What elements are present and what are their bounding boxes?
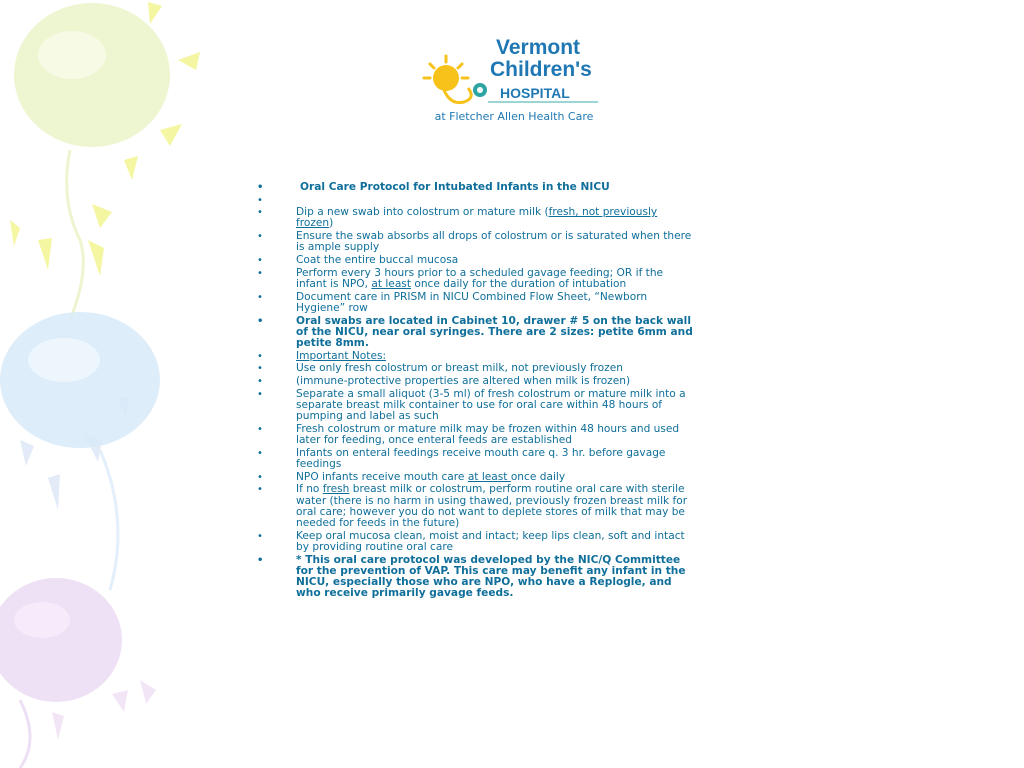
underlined-text: at least xyxy=(371,277,411,290)
bullet-icon: • xyxy=(257,350,263,362)
protocol-title-text: Oral Care Protocol for Intubated Infants in the NICU xyxy=(300,181,610,193)
bullet-icon: • xyxy=(257,255,263,267)
item-text: Coat the entire buccal mucosa xyxy=(296,254,459,267)
item-text: Ensure the swab absorbs all drops of colostrum or is saturated when there is ample supply xyxy=(296,230,692,254)
bullet-icon: • xyxy=(257,363,263,375)
underlined-text: at least xyxy=(467,470,511,483)
bullet-icon: • xyxy=(257,554,264,566)
logo-line3: HOSPITAL xyxy=(500,85,570,101)
item-text: ) xyxy=(329,217,334,230)
bullet-icon: • xyxy=(257,471,263,483)
bullet-icon: • xyxy=(257,484,263,496)
item-text: Dip a new swab into colostrum or mature milk ( xyxy=(296,206,549,219)
bullet-icon: • xyxy=(257,530,263,542)
list-item xyxy=(257,484,697,529)
list-item xyxy=(257,292,697,314)
bullet-icon: • xyxy=(257,182,264,193)
list-item xyxy=(257,255,697,266)
list-item xyxy=(257,448,697,470)
item-text: Oral swabs are located in Cabinet 10, drawer # 5 on the back wall of the NICU, near oral syringes. There are 2 sizes: petite 6mm and petite 8mm. xyxy=(296,314,693,349)
list-item xyxy=(257,207,697,229)
logo-line1: Vermont xyxy=(496,36,581,59)
item-text: Infants on enteral feedings receive mouth care q. 3 hr. before gavage feedings xyxy=(296,446,666,470)
list-item xyxy=(257,424,697,446)
item-text: NPO infants receive mouth care xyxy=(296,470,468,483)
logo-tagline: at Fletcher Allen Health Care xyxy=(434,110,594,123)
item-text: Perform every 3 hours prior to a scheduled gavage feeding; OR if the infant is NPO, xyxy=(296,266,664,290)
underlined-text: fresh, not previously frozen xyxy=(296,206,658,230)
bullet-icon: • xyxy=(257,207,263,219)
bullet-icon: • xyxy=(257,231,263,243)
underlined-text: fresh xyxy=(322,483,350,496)
bullet-icon: • xyxy=(257,291,263,303)
important-notes-heading: Important Notes: xyxy=(296,349,387,362)
bullet-icon: • xyxy=(257,447,263,459)
protocol-title xyxy=(257,182,697,193)
list-item xyxy=(257,231,697,253)
list-item xyxy=(257,472,697,483)
item-text: (immune-protective properties are altered when milk is frozen) xyxy=(296,375,631,388)
list-item xyxy=(257,363,697,374)
item-text: Fresh colostrum or mature milk may be frozen within 48 hours and used later for feeding, once enteral feeds are established xyxy=(296,422,680,447)
bullet-icon: • xyxy=(257,388,263,400)
item-text: once daily xyxy=(510,470,566,483)
bullet-icon: • xyxy=(257,194,263,206)
bullet-icon: • xyxy=(257,423,263,435)
list-item xyxy=(257,351,697,362)
list-item xyxy=(257,531,697,553)
item-text: once daily for the duration of intubation xyxy=(410,277,627,290)
item-text: * This oral care protocol was developed by the NIC/Q Committee for the prevention of VAP. This care may benefit any infant in the NICU, especially those who are NPO, who have a Replogle, and who receive primarily gavage feeds. xyxy=(296,553,686,600)
bullet-icon: • xyxy=(257,315,264,327)
bullet-icon: • xyxy=(257,376,263,388)
protocol-bullet-list xyxy=(257,182,697,601)
item-text: breast milk or colostrum, perform routine oral care with sterile water (there is no harm in using thawed, previously frozen breast milk for oral care; however you do not want to deplete stores of milk that may be needed for feeds in the future) xyxy=(296,483,688,529)
logo-line2: Children's xyxy=(490,58,592,81)
list-item xyxy=(257,376,697,387)
list-item xyxy=(257,389,697,423)
item-text: Keep oral mucosa clean, moist and intact; keep lips clean, soft and intact by providing routine oral care xyxy=(296,529,685,553)
list-item xyxy=(257,316,697,350)
item-text: Document care in PRISM in NICU Combined Flow Sheet, “Newborn Hygiene” row xyxy=(296,290,648,314)
bullet-icon: • xyxy=(257,267,263,279)
flower-icon xyxy=(473,83,487,97)
item-text: If no xyxy=(296,483,323,496)
sun-icon xyxy=(424,56,471,103)
list-item xyxy=(257,555,697,600)
item-text: Separate a small aliquot (3-5 ml) of fresh colostrum or mature milk into a separate breast milk container to use for oral care within 48 hours of pumping and label as such xyxy=(296,387,686,423)
item-text: Use only fresh colostrum or breast milk, not previously frozen xyxy=(296,362,623,375)
list-item xyxy=(257,195,697,206)
list-item xyxy=(257,268,697,290)
